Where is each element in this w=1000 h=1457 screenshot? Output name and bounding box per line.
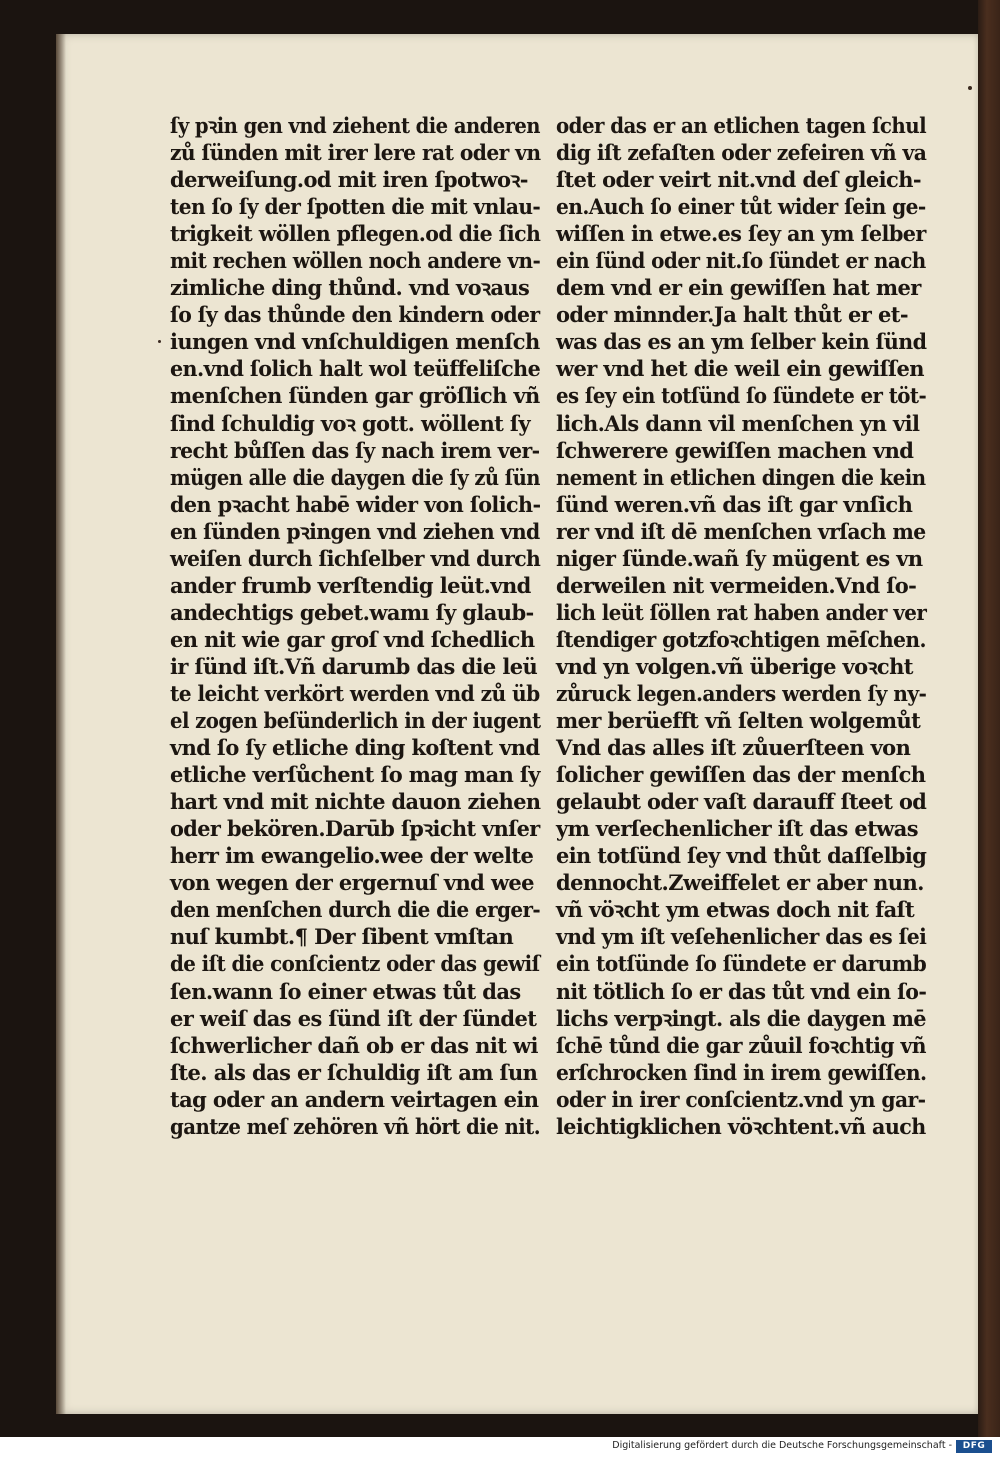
text-line: Vnd das alles iſt zůuerſteen von [556, 735, 911, 761]
text-line: lich leüt ſöllen rat haben ander ver [556, 599, 927, 625]
text-line: zů ſünden mit irer lere rat oder vn [170, 140, 541, 166]
right-text-column [556, 112, 926, 1140]
left-text-column [170, 112, 540, 1140]
text-line: vñ vöꝛcht ym etwas doch nit faſt [556, 897, 915, 923]
text-line: trigkeit wöllen pflegen.od die ſich [170, 221, 541, 247]
footer-credit: Digitalisierung gefördert durch die Deutsche Forschungsgemeinschaft - [612, 1440, 952, 1451]
text-line: mer berüefft vñ ſelten wolgemůt [556, 708, 921, 734]
text-line: den menſchen durch die die erger- [170, 897, 541, 923]
text-line: en ſünden pꝛingen vnd ziehen vnd [170, 518, 540, 544]
text-line: el zogen beſünderlich in der iugent [170, 708, 541, 734]
text-line: dennocht.Zweiffelet er aber nun. [556, 870, 924, 896]
text-line: rer vnd iſt dē menſchen vrſach me [556, 518, 926, 544]
text-line: wiſſen in etwe.es ſey an ym ſelber [556, 221, 926, 247]
text-line: ein totſünde ſo ſündete er darumb [556, 951, 927, 977]
text-line: ein totſünd ſey vnd thůt daſſelbig [556, 843, 927, 869]
text-line: ir ſünd iſt.Vñ darumb das die leü [170, 653, 538, 679]
text-line: ſo ſy das thůnde den kindern oder [170, 302, 540, 328]
text-line: den pꝛacht habē wider von ſolich- [170, 491, 541, 517]
text-line: ſte. als das er ſchuldig iſt am ſun [170, 1059, 538, 1085]
text-line: tag oder an andern veirtagen ein [170, 1086, 539, 1112]
text-line: derweiſung.od mit iren ſpotwoꝛ- [170, 167, 528, 193]
text-line: ym verſechenlicher iſt das etwas [556, 816, 918, 842]
dfg-logo: DFG [956, 1440, 992, 1453]
text-line: mit rechen wöllen noch andere vn- [170, 248, 541, 274]
text-line: leichtigklichen vöꝛchtent.vñ auch [556, 1113, 926, 1139]
text-line: hart vnd mit nichte dauon ziehen [170, 789, 541, 815]
text-line: ſen.wann ſo einer etwas tůt das [170, 978, 521, 1004]
text-line: ſchwerere gewiſſen machen vnd [556, 437, 914, 463]
text-line: vnd ym iſt veſehenlicher das es ſei [556, 924, 927, 950]
text-line: etliche verſůchent ſo mag man ſy [170, 762, 540, 788]
text-line: ſchē tůnd die gar zůuil foꝛchtig vñ [556, 1032, 926, 1058]
text-line: zůruck legen.anders werden ſy ny- [556, 680, 927, 706]
text-line: er weiſ das es ſünd iſt der ſündet [170, 1005, 537, 1031]
text-line: niger ſünde.wañ ſy mügent es vn [556, 545, 923, 571]
text-line: dem vnd er ein gewiſſen hat mer [556, 275, 921, 301]
text-line: oder bekören.Darūb ſpꝛicht vnſer [170, 816, 540, 842]
text-line: weiſen durch ſichſelber vnd durch [170, 545, 541, 571]
page-speck [158, 340, 161, 343]
text-line: es ſey ein totſünd ſo ſündete er töt- [556, 383, 927, 409]
text-line: ein ſünd oder nit.ſo ſündet er nach [556, 248, 926, 274]
text-line: ſy pꝛin gen vnd ziehent die anderen [170, 113, 540, 138]
text-line: oder das er an etlichen tagen ſchul [556, 113, 927, 138]
text-line: iungen vnd vnſchuldigen menſch [170, 329, 540, 355]
text-line: oder in irer conſcientz.vnd yn gar- [556, 1086, 926, 1112]
text-line: wer vnd het die weil ein gewiſſen [556, 356, 924, 382]
text-line: vnd ſo ſy etliche ding koſtent vnd [170, 735, 540, 761]
text-line: en.Auch ſo einer tůt wider ſein ge- [556, 194, 926, 220]
text-line: te leicht verkört werden vnd zů üb [170, 680, 540, 706]
text-line: mügen alle die daygen die ſy zů ſün [170, 464, 540, 490]
text-line: nuſ kumbt.¶ Der ſibent vmſtan [170, 924, 514, 950]
text-line: andechtigs gebet.wamı ſy glaub- [170, 599, 534, 625]
text-line: ſind ſchuldig voꝛ gott. wöllent ſy [170, 410, 530, 436]
text-line: herr im ewangelio.wee der welte [170, 843, 534, 869]
text-line: nit tötlich ſo er das tůt vnd ein ſo- [556, 978, 927, 1004]
text-line: derweilen nit vermeiden.Vnd ſo- [556, 572, 917, 598]
text-line: en.vnd ſolich halt wol teüffeliſche [170, 356, 541, 382]
footer-bar [0, 1437, 1000, 1457]
page-speck [968, 86, 972, 90]
text-line: erſchrocken ſind in irem gewiſſen. [556, 1059, 927, 1085]
text-line: ſolicher gewiſſen das der menſch [556, 762, 926, 788]
text-line: ander frumb verſtendig leüt.vnd [170, 572, 531, 598]
text-line: gantze meſ zehören vñ hört die nit. [170, 1113, 541, 1139]
text-line: ſchwerlicher dañ ob er das nit wi [170, 1032, 538, 1058]
text-line: lichs verpꝛingt. als die daygen mē [556, 1005, 926, 1031]
text-line: oder minnder.Ja halt thůt er et- [556, 302, 908, 328]
text-line: zimliche ding thůnd. vnd voꝛaus [170, 275, 530, 301]
text-line: dig iſt zefaſten oder zefeiren vñ va [556, 140, 927, 166]
text-line: vnd yn volgen.vñ überige voꝛcht [556, 653, 913, 679]
text-line: gelaubt oder vaſt darauff ſteet od [556, 789, 927, 815]
text-line: en nit wie gar groſ vnd ſchedlich [170, 626, 535, 652]
text-line: ſünd weren.vñ das iſt gar vnſich [556, 491, 913, 517]
text-line: ſtet oder veirt nit.vnd deſ gleich- [556, 167, 922, 193]
binding-edge [978, 0, 1000, 1437]
text-line: ten ſo ſy der ſpotten die mit vnlau- [170, 194, 541, 220]
text-line: recht bůſſen das ſy nach irem ver- [170, 437, 540, 463]
page-gutter-shadow [56, 34, 66, 1414]
text-line: menſchen ſünden gar gröſlich vñ [170, 383, 540, 409]
text-line: von wegen der ergernuſ vnd wee [170, 870, 534, 896]
text-line: ſtendiger gotzfoꝛchtigen mēſchen. [556, 626, 926, 652]
text-line: was das es an ym ſelber kein ſünd [556, 329, 927, 355]
text-line: lich.Als dann vil menſchen yn vil [556, 410, 920, 436]
text-line: nement in etlichen dingen die kein [556, 464, 926, 490]
text-line: de iſt die conſcientz oder das gewiſ [170, 951, 540, 977]
